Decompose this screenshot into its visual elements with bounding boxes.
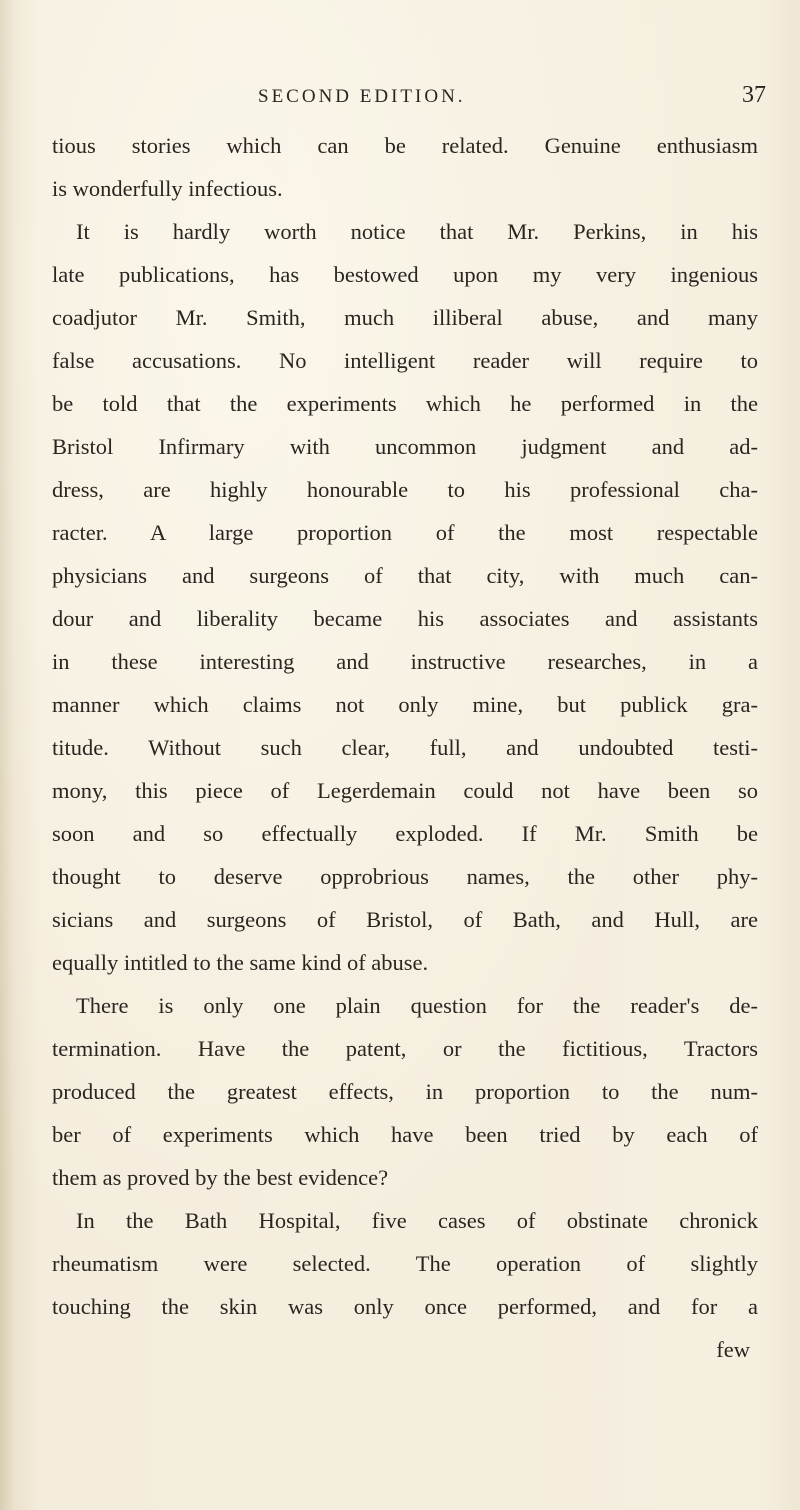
text-line: is wonderfully infectious. — [52, 176, 283, 201]
text-line: be told that the experiments which he performed in the — [52, 391, 758, 416]
text-line: termination. Have the patent, or the fictitious, Tractors — [52, 1036, 758, 1061]
running-head — [0, 82, 800, 116]
text-line: rheumatism were selected. The operation of slightly — [52, 1251, 758, 1276]
text-line: produced the greatest effects, in proportion to the num- — [52, 1079, 758, 1104]
text-line: physicians and surgeons of that city, with much can- — [52, 563, 758, 588]
text-line: In the Bath Hospital, five cases of obstinate chronick — [76, 1208, 758, 1233]
text-line: manner which claims not only mine, but publick gra- — [52, 692, 758, 717]
text-line: titude. Without such clear, full, and undoubted testi- — [52, 735, 758, 760]
text-line: touching the skin was only once performed, and for a — [52, 1294, 758, 1319]
text-line: racter. A large proportion of the most respectable — [52, 520, 758, 545]
text-line: ber of experiments which have been tried by each of — [52, 1122, 758, 1147]
text-line: coadjutor Mr. Smith, much illiberal abuse, and many — [52, 305, 758, 330]
running-title: SECOND EDITION. — [258, 86, 466, 107]
text-line: thought to deserve opprobrious names, the other phy- — [52, 864, 758, 889]
text-line: There is only one plain question for the reader's de- — [76, 993, 758, 1018]
text-line: false accusations. No intelligent reader will require to — [52, 348, 758, 373]
text-line: Bristol Infirmary with uncommon judgment and ad- — [52, 434, 758, 459]
text-line: in these interesting and instructive researches, in a — [52, 649, 758, 674]
text-line: dress, are highly honourable to his professional cha- — [52, 477, 758, 502]
text-line: soon and so effectually exploded. If Mr. Smith be — [52, 821, 758, 846]
text-line: late publications, has bestowed upon my very ingenious — [52, 262, 758, 287]
catchword: few — [716, 1337, 750, 1362]
text-line: It is hardly worth notice that Mr. Perkins, in his — [76, 219, 758, 244]
text-line: sicians and surgeons of Bristol, of Bath, and Hull, are — [52, 907, 758, 932]
text-line: them as proved by the best evidence? — [52, 1165, 389, 1190]
text-line: dour and liberality became his associates and assistants — [52, 606, 758, 631]
text-line: mony, this piece of Legerdemain could not have been so — [52, 778, 758, 803]
text-line: equally intitled to the same kind of abuse. — [52, 950, 429, 975]
page-number: 37 — [742, 82, 766, 108]
body-text — [52, 124, 758, 1371]
text-line: tious stories which can be related. Genuine enthusiasm — [52, 133, 758, 158]
